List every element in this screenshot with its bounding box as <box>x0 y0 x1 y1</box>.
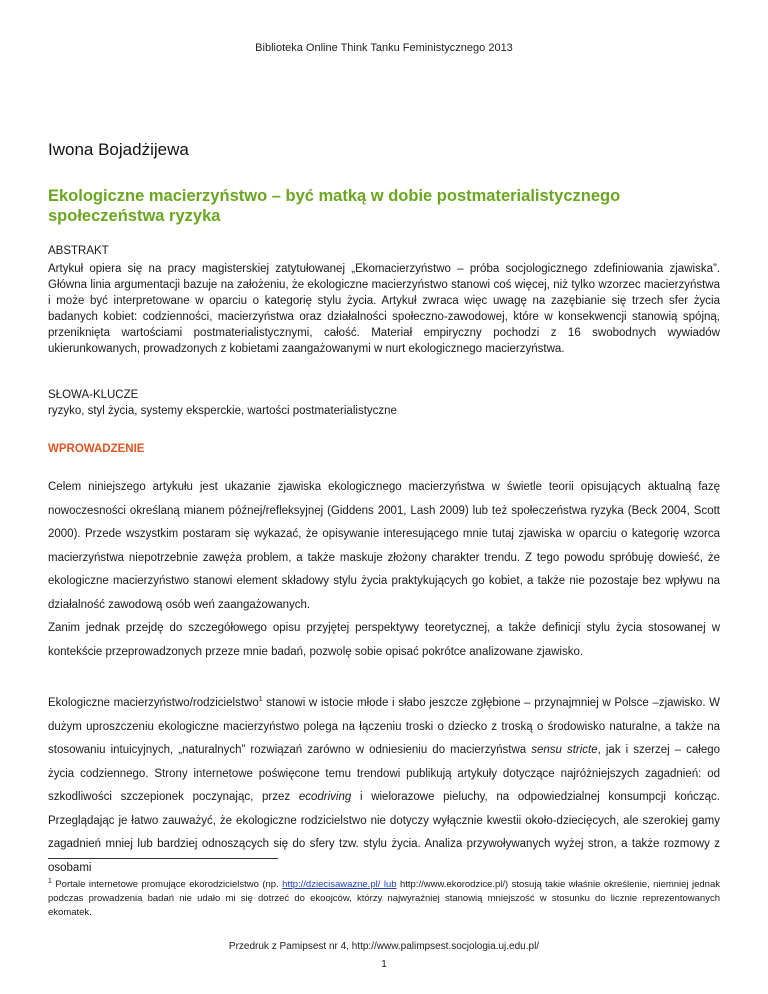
title-line-2: społeczeństwa ryzyka <box>48 207 221 225</box>
intro-paragraph-part-2: Zanim jednak przejdę do szczegółowego opisu przyjętej perspektywy teoretycznej, a także definicji stylu życia stosowanej w kontekście przeprowadzonych przeze mnie badań, pozwolę sobie opisać pokrótce analizowane zjawisko. <box>48 622 720 658</box>
article-title <box>48 186 720 226</box>
italic-term-sensu-stricte: sensu stricte <box>531 744 598 756</box>
footer-source: Przedruk z Pamipsest nr 4, http://www.palimpsest.socjologia.uj.edu.pl/ <box>228 941 540 952</box>
footnote-link[interactable]: http://dziecisawazne.pl/ lub <box>282 879 397 890</box>
author-name: Iwona Bojadżijewa <box>48 140 189 159</box>
paragraph-text-a: Ekologiczne macierzyństwo/rodzicielstwo <box>48 697 259 709</box>
footnote-mark: 1 <box>48 877 52 885</box>
footnote-text-b: http://www.ekorodzice.pl/) stosują takie właśnie określenie, niemniej jednak podczas prowadzenia badań nie udało mi się dotrzeć do ekoojców, którzy najwyraźniej stanowią mniejszość w stosunku do licznie reprezentowanych ekomatek. <box>48 879 720 918</box>
footnote-reference[interactable]: 1 <box>258 696 263 704</box>
title-line-1: Ekologiczne macierzyństwo – być matką w dobie postmaterialistycznego <box>48 187 621 205</box>
italic-term-ecodriving: ecodriving <box>298 791 352 803</box>
section-heading: WPROWADZENIE <box>48 443 145 455</box>
footnote-text-a: Portale internetowe promujące ekorodzicielstwo (np. <box>51 879 283 890</box>
abstract-label: ABSTRAKT <box>48 245 109 257</box>
paragraph-text-b: stanowi w istocie młode i słabo jeszcze zgłębione – przynajmniej w Polsce –zjawisko. W dużym uproszczeniu ekologiczne macierzyństwo polega na łączeniu troski o dziecko z troską o środowisko naturalne, a także na stosowaniu intuicyjnych, „naturalnych” rozwiązań zarówno w odniesieniu do macierzyństwa <box>48 697 720 756</box>
intro-paragraph <box>48 476 720 664</box>
footnote-divider <box>48 858 278 859</box>
intro-paragraph-part-1: Celem niniejszego artykułu jest ukazanie zjawiska ekologicznego macierzyństwa w świetle teorii opisujących aktualną fazę nowoczesności określaną mianem późnej/refleksyjnej (Giddens 2001, Lash 2009) lub też społeczeństwa ryzyka (Beck 2004, Scott 2000). Przede wszystkim postaram się wykazać, że opisywanie interesującego mnie tutaj zjawiska w oparciu o kategorię wzorca macierzyństwa niepotrzebnie zawęża problem, a także maskuje złożony charakter trendu. Z tego powodu spróbuję dowieść, że ekologiczne macierzyństwo stanowi element składowy stylu życia praktykujących go kobiet, a także nie pozostaje bez wpływu na działalność zawodową osób weń zaangażowanych. <box>48 481 720 611</box>
second-paragraph <box>48 692 720 880</box>
page-header: Biblioteka Online Think Tanku Feministycznego 2013 <box>255 42 513 54</box>
page-number: 1 <box>381 959 387 970</box>
footnote <box>48 878 720 920</box>
paragraph-text-c: , jak i szerzej – całego życia codziennego. Strony internetowe poświęcone temu trendowi publikują artykuły dotyczące najróżniejszych zagadnień: od szkodliwości szczepionek poczynając, przez <box>48 744 721 803</box>
keywords-label: SŁOWA-KLUCZE <box>48 389 139 401</box>
paragraph-text-d: i wielorazowe pieluchy, na odpowiedzialnej konsumpcji kończąc. Przeglądając je łatwo zauważyć, że ekologiczne rodzicielstwo nie dotyczy wyłącznie kwestii około-dziecięcych, ale szerokiej gamy zagadnień mniej lub bardziej odnoszących się do sfery tzw. stylu życia. Analiza przywoływanych wyżej stron, a także rozmowy z osobami <box>48 791 721 874</box>
abstract-text: Artykuł opiera się na pracy magisterskiej zatytułowanej „Ekomacierzyństwo – próba socjologicznego zdefiniowania zjawiska”. Główna linia argumentacji bazuje na założeniu, że ekologiczne macierzyństwo stanowi coś więcej, niż tylko wzorzec macierzyństwa i może być interpretowane w oparciu o kategorię stylu życia. Artykuł zwraca więc uwagę na zazębianie się trzech sfer życia badanych kobiet: codzienności, macierzyństwa oraz działalności społeczno-zawodowej, które w konsekwencji stanowią spójną, przeniknięta wartościami postmaterialistycznymi, całość. Materiał empiryczny pochodzi z 16 swobodnych wywiadów ukierunkowanych, prowadzonych z kobietami zaangażowanymi w nurt ekologicznego macierzyństwa. <box>48 263 720 356</box>
page-footer <box>0 938 768 974</box>
keywords-text: ryzyko, styl życia, systemy eksperckie, wartości postmaterialistyczne <box>48 405 397 417</box>
